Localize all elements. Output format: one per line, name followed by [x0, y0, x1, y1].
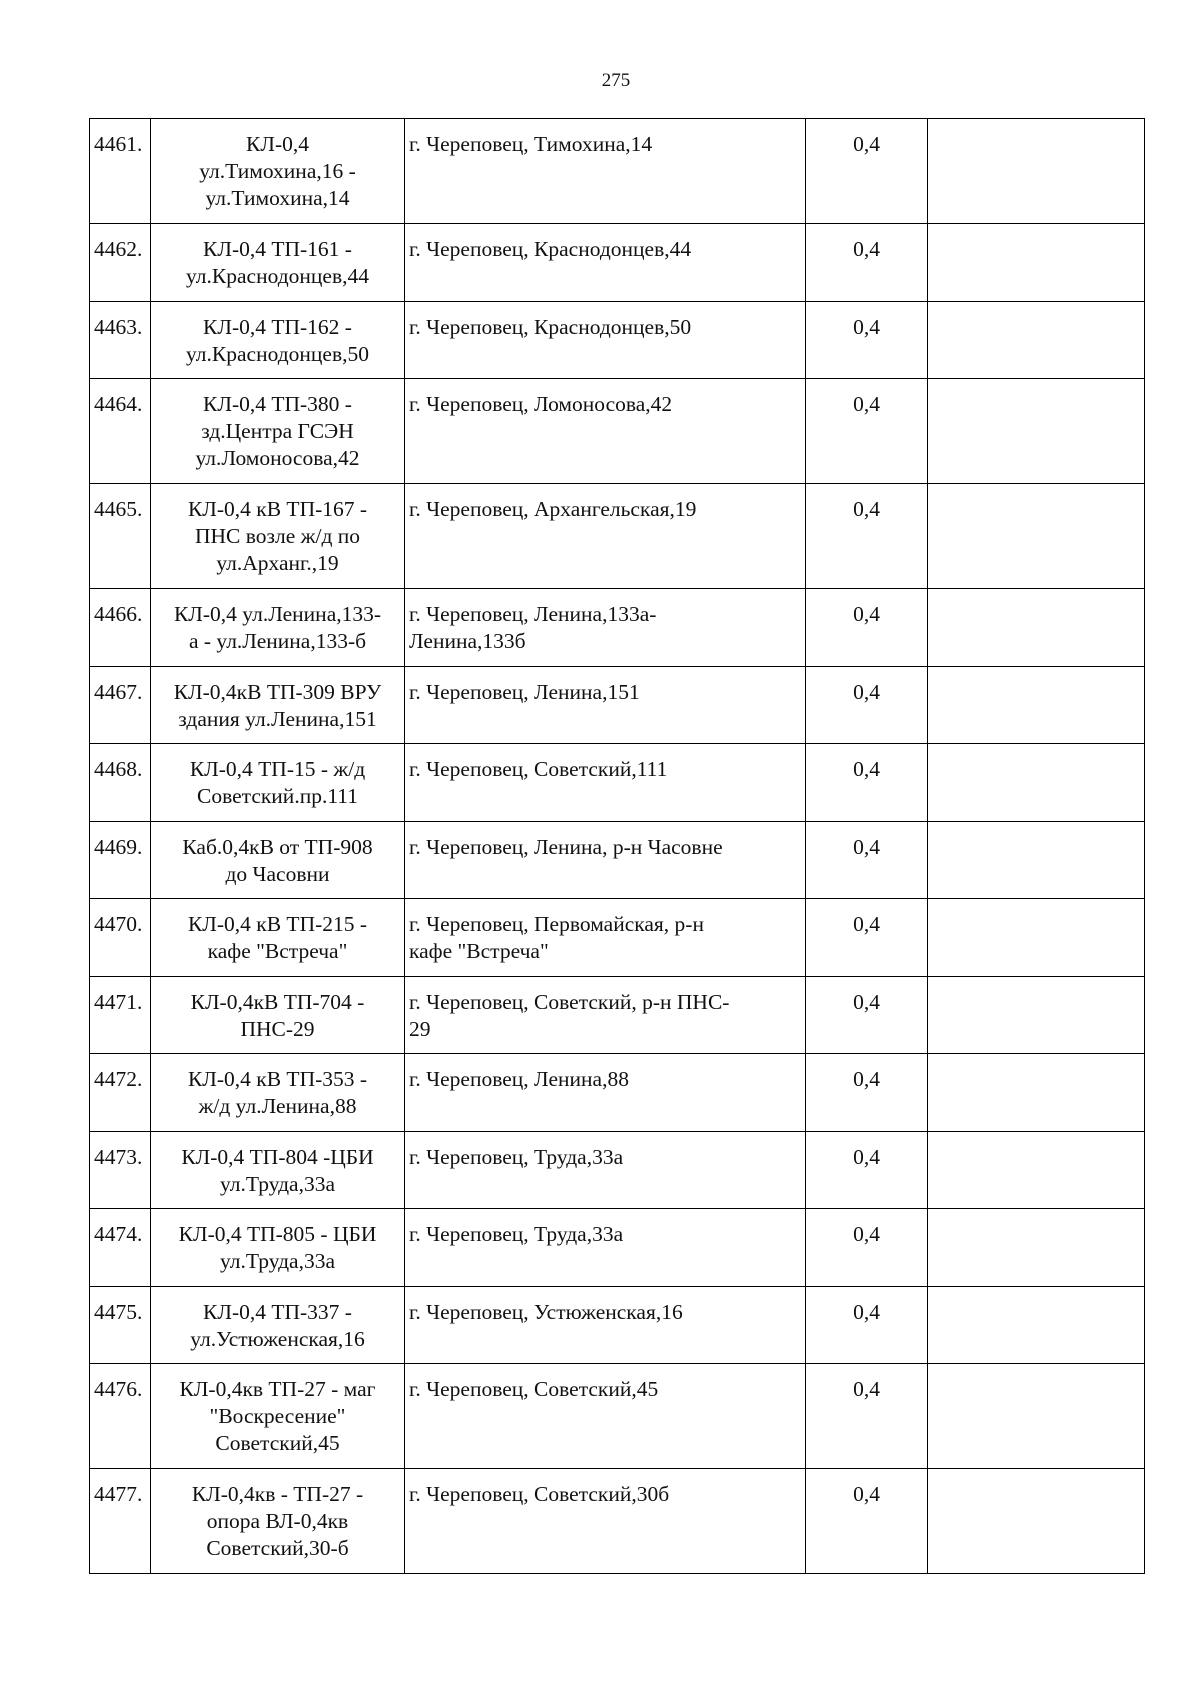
voltage-text: 0,4 [853, 912, 880, 936]
row-number-cell [90, 666, 151, 744]
address-text: г. Череповец, Ленина,133а- Ленина,133б [409, 602, 657, 653]
voltage-cell [806, 1131, 928, 1209]
address-text: г. Череповец, Труда,33а [409, 1144, 624, 1169]
note-cell [928, 224, 1145, 302]
row-number-cell [90, 976, 151, 1054]
table-row [90, 589, 1145, 667]
table-row [90, 1209, 1145, 1287]
row-number-text: 4467. [94, 679, 143, 704]
voltage-cell [806, 744, 928, 822]
row-number-cell [90, 744, 151, 822]
address-text: г. Череповец, Советский,111 [409, 757, 668, 781]
address-cell [405, 899, 806, 977]
row-number-cell [90, 484, 151, 589]
address-cell [405, 379, 806, 484]
row-number-cell [90, 899, 151, 977]
voltage-cell [806, 301, 928, 379]
address-cell [405, 1054, 806, 1132]
address-cell [405, 301, 806, 379]
table-row [90, 301, 1145, 379]
row-number-text: 4477. [94, 1482, 143, 1506]
row-number-cell [90, 821, 151, 899]
line-name-text: КЛ-0,4 ТП-804 -ЦБИ ул.Труда,33а [181, 1144, 374, 1196]
table-row [90, 899, 1145, 977]
voltage-text: 0,4 [853, 757, 880, 781]
line-name-cell [151, 1054, 405, 1132]
table-row [90, 484, 1145, 589]
row-number-cell [90, 1054, 151, 1132]
line-name-text: КЛ-0,4 ул.Тимохина,16 - ул.Тимохина,14 [199, 132, 356, 210]
voltage-cell [806, 1364, 928, 1469]
voltage-cell [806, 484, 928, 589]
table-body [90, 119, 1145, 1574]
row-number-text: 4468. [94, 757, 143, 781]
line-name-cell [151, 1209, 405, 1287]
address-cell [405, 224, 806, 302]
row-number-text: 4474. [94, 1222, 143, 1246]
row-number-text: 4462. [94, 237, 143, 261]
address-cell [405, 1209, 806, 1287]
voltage-text: 0,4 [853, 1299, 880, 1324]
line-name-cell [151, 1469, 405, 1574]
line-name-cell [151, 1364, 405, 1469]
line-name-cell [151, 589, 405, 667]
line-name-cell [151, 484, 405, 589]
row-number-text: 4466. [94, 602, 143, 626]
voltage-cell [806, 1209, 928, 1287]
address-text: г. Череповец, Архангельская,19 [409, 497, 697, 521]
voltage-text: 0,4 [853, 989, 880, 1014]
table-row [90, 666, 1145, 744]
note-cell [928, 1209, 1145, 1287]
line-name-text: КЛ-0,4 ТП-15 - ж/д Советский.пр.111 [189, 757, 366, 808]
note-cell [928, 1364, 1145, 1469]
address-text: г. Череповец, Устюженская,16 [409, 1299, 683, 1324]
row-number-text: 4473. [94, 1144, 143, 1169]
row-number-cell [90, 224, 151, 302]
row-number-text: 4475. [94, 1299, 143, 1324]
line-name-cell [151, 821, 405, 899]
table-row [90, 744, 1145, 822]
voltage-cell [806, 1469, 928, 1574]
row-number-cell [90, 1131, 151, 1209]
row-number-text: 4470. [94, 912, 143, 936]
row-number-text: 4476. [94, 1377, 143, 1401]
row-number-text: 4472. [94, 1067, 143, 1091]
voltage-cell [806, 976, 928, 1054]
line-name-text: КЛ-0,4кВ ТП-309 ВРУ здания ул.Ленина,151 [173, 679, 382, 731]
address-cell [405, 1469, 806, 1574]
line-name-text: КЛ-0,4 кВ ТП-353 - ж/д ул.Ленина,88 [187, 1067, 368, 1118]
table-row [90, 379, 1145, 484]
line-name-text: КЛ-0,4кв - ТП-27 - опора ВЛ-0,4кв Советский,30-б [191, 1482, 364, 1560]
note-cell [928, 301, 1145, 379]
address-cell [405, 589, 806, 667]
row-number-cell [90, 1286, 151, 1364]
row-number-text: 4464. [94, 392, 143, 416]
line-name-text: КЛ-0,4 кВ ТП-215 - кафе "Встреча" [187, 912, 368, 963]
voltage-cell [806, 119, 928, 224]
address-text: г. Череповец, Советский, р-н ПНС- 29 [409, 989, 730, 1041]
voltage-text: 0,4 [853, 497, 880, 521]
note-cell [928, 976, 1145, 1054]
address-cell [405, 1131, 806, 1209]
voltage-text: 0,4 [853, 1377, 880, 1401]
row-number-cell [90, 1364, 151, 1469]
address-cell [405, 484, 806, 589]
line-name-text: КЛ-0,4 кВ ТП-167 - ПНС возле ж/д по ул.Арханг.,19 [187, 497, 368, 575]
row-number-cell [90, 1209, 151, 1287]
address-cell [405, 1364, 806, 1469]
address-text: г. Череповец, Краснодонцев,50 [409, 314, 692, 339]
table-row [90, 119, 1145, 224]
note-cell [928, 1131, 1145, 1209]
address-text: г. Череповец, Труда,33а [409, 1222, 624, 1246]
line-name-cell [151, 1131, 405, 1209]
note-cell [928, 119, 1145, 224]
row-number-cell [90, 301, 151, 379]
line-name-cell [151, 899, 405, 977]
address-cell [405, 119, 806, 224]
line-name-text: КЛ-0,4 ул.Ленина,133- а - ул.Ленина,133-б [173, 602, 382, 653]
table-row [90, 1469, 1145, 1574]
line-name-cell [151, 976, 405, 1054]
address-text: г. Череповец, Первомайская, р-н кафе "Встреча" [409, 912, 704, 963]
line-name-text: КЛ-0,4 ТП-162 - ул.Краснодонцев,50 [186, 314, 369, 366]
line-name-cell [151, 379, 405, 484]
voltage-text: 0,4 [853, 1144, 880, 1169]
line-name-text: КЛ-0,4 ТП-337 - ул.Устюженская,16 [190, 1299, 365, 1351]
line-name-text: КЛ-0,4 ТП-161 - ул.Краснодонцев,44 [186, 237, 369, 288]
table-row [90, 1054, 1145, 1132]
address-cell [405, 976, 806, 1054]
line-name-cell [151, 744, 405, 822]
line-name-cell [151, 1286, 405, 1364]
line-name-text: КЛ-0,4 ТП-805 - ЦБИ ул.Труда,33а [178, 1222, 377, 1273]
row-number-text: 4469. [94, 834, 143, 859]
voltage-cell [806, 899, 928, 977]
cable-lines-table [89, 118, 1145, 1574]
line-name-text: КЛ-0,4кв ТП-27 - маг "Воскресение" Советский,45 [179, 1377, 376, 1455]
voltage-text: 0,4 [853, 1067, 880, 1091]
address-cell [405, 666, 806, 744]
line-name-text: КЛ-0,4 ТП-380 - зд.Центра ГСЭН ул.Ломоносова,42 [195, 392, 360, 470]
note-cell [928, 744, 1145, 822]
row-number-cell [90, 1469, 151, 1574]
line-name-cell [151, 666, 405, 744]
voltage-text: 0,4 [853, 1482, 880, 1506]
address-cell [405, 1286, 806, 1364]
line-name-cell [151, 119, 405, 224]
voltage-text: 0,4 [853, 314, 880, 339]
note-cell [928, 1469, 1145, 1574]
address-text: г. Череповец, Ленина,151 [409, 679, 640, 704]
voltage-text: 0,4 [853, 679, 880, 704]
line-name-text: Каб.0,4кВ от ТП-908 до Часовни [182, 834, 373, 886]
note-cell [928, 821, 1145, 899]
table-row [90, 1131, 1145, 1209]
note-cell [928, 666, 1145, 744]
note-cell [928, 484, 1145, 589]
address-cell [405, 821, 806, 899]
voltage-cell [806, 666, 928, 744]
row-number-text: 4465. [94, 497, 143, 521]
voltage-text: 0,4 [853, 392, 880, 416]
table-row [90, 1286, 1145, 1364]
note-cell [928, 379, 1145, 484]
table-row [90, 224, 1145, 302]
address-text: г. Череповец, Тимохина,14 [409, 132, 653, 156]
address-text: г. Череповец, Советский,45 [409, 1377, 659, 1401]
voltage-text: 0,4 [853, 834, 880, 859]
address-text: г. Череповец, Ленина, р-н Часовне [409, 834, 723, 859]
voltage-text: 0,4 [853, 132, 880, 156]
voltage-text: 0,4 [853, 1222, 880, 1246]
address-text: г. Череповец, Ленина,88 [409, 1067, 629, 1091]
note-cell [928, 899, 1145, 977]
address-text: г. Череповец, Советский,30б [409, 1482, 670, 1506]
voltage-cell [806, 379, 928, 484]
table-row [90, 1364, 1145, 1469]
table-row [90, 821, 1145, 899]
note-cell [928, 1054, 1145, 1132]
note-cell [928, 1286, 1145, 1364]
voltage-cell [806, 1286, 928, 1364]
voltage-text: 0,4 [853, 602, 880, 626]
line-name-cell [151, 301, 405, 379]
address-text: г. Череповец, Ломоносова,42 [409, 392, 673, 416]
note-cell [928, 589, 1145, 667]
voltage-cell [806, 589, 928, 667]
voltage-text: 0,4 [853, 237, 880, 261]
line-name-text: КЛ-0,4кВ ТП-704 - ПНС-29 [190, 989, 365, 1041]
row-number-text: 4471. [94, 989, 143, 1014]
row-number-cell [90, 119, 151, 224]
address-cell [405, 744, 806, 822]
voltage-cell [806, 224, 928, 302]
voltage-cell [806, 1054, 928, 1132]
page-number: 275 [601, 70, 631, 91]
line-name-cell [151, 224, 405, 302]
voltage-cell [806, 821, 928, 899]
address-text: г. Череповец, Краснодонцев,44 [409, 237, 692, 261]
row-number-cell [90, 589, 151, 667]
table-row [90, 976, 1145, 1054]
row-number-text: 4461. [94, 132, 143, 156]
row-number-text: 4463. [94, 314, 143, 339]
row-number-cell [90, 379, 151, 484]
